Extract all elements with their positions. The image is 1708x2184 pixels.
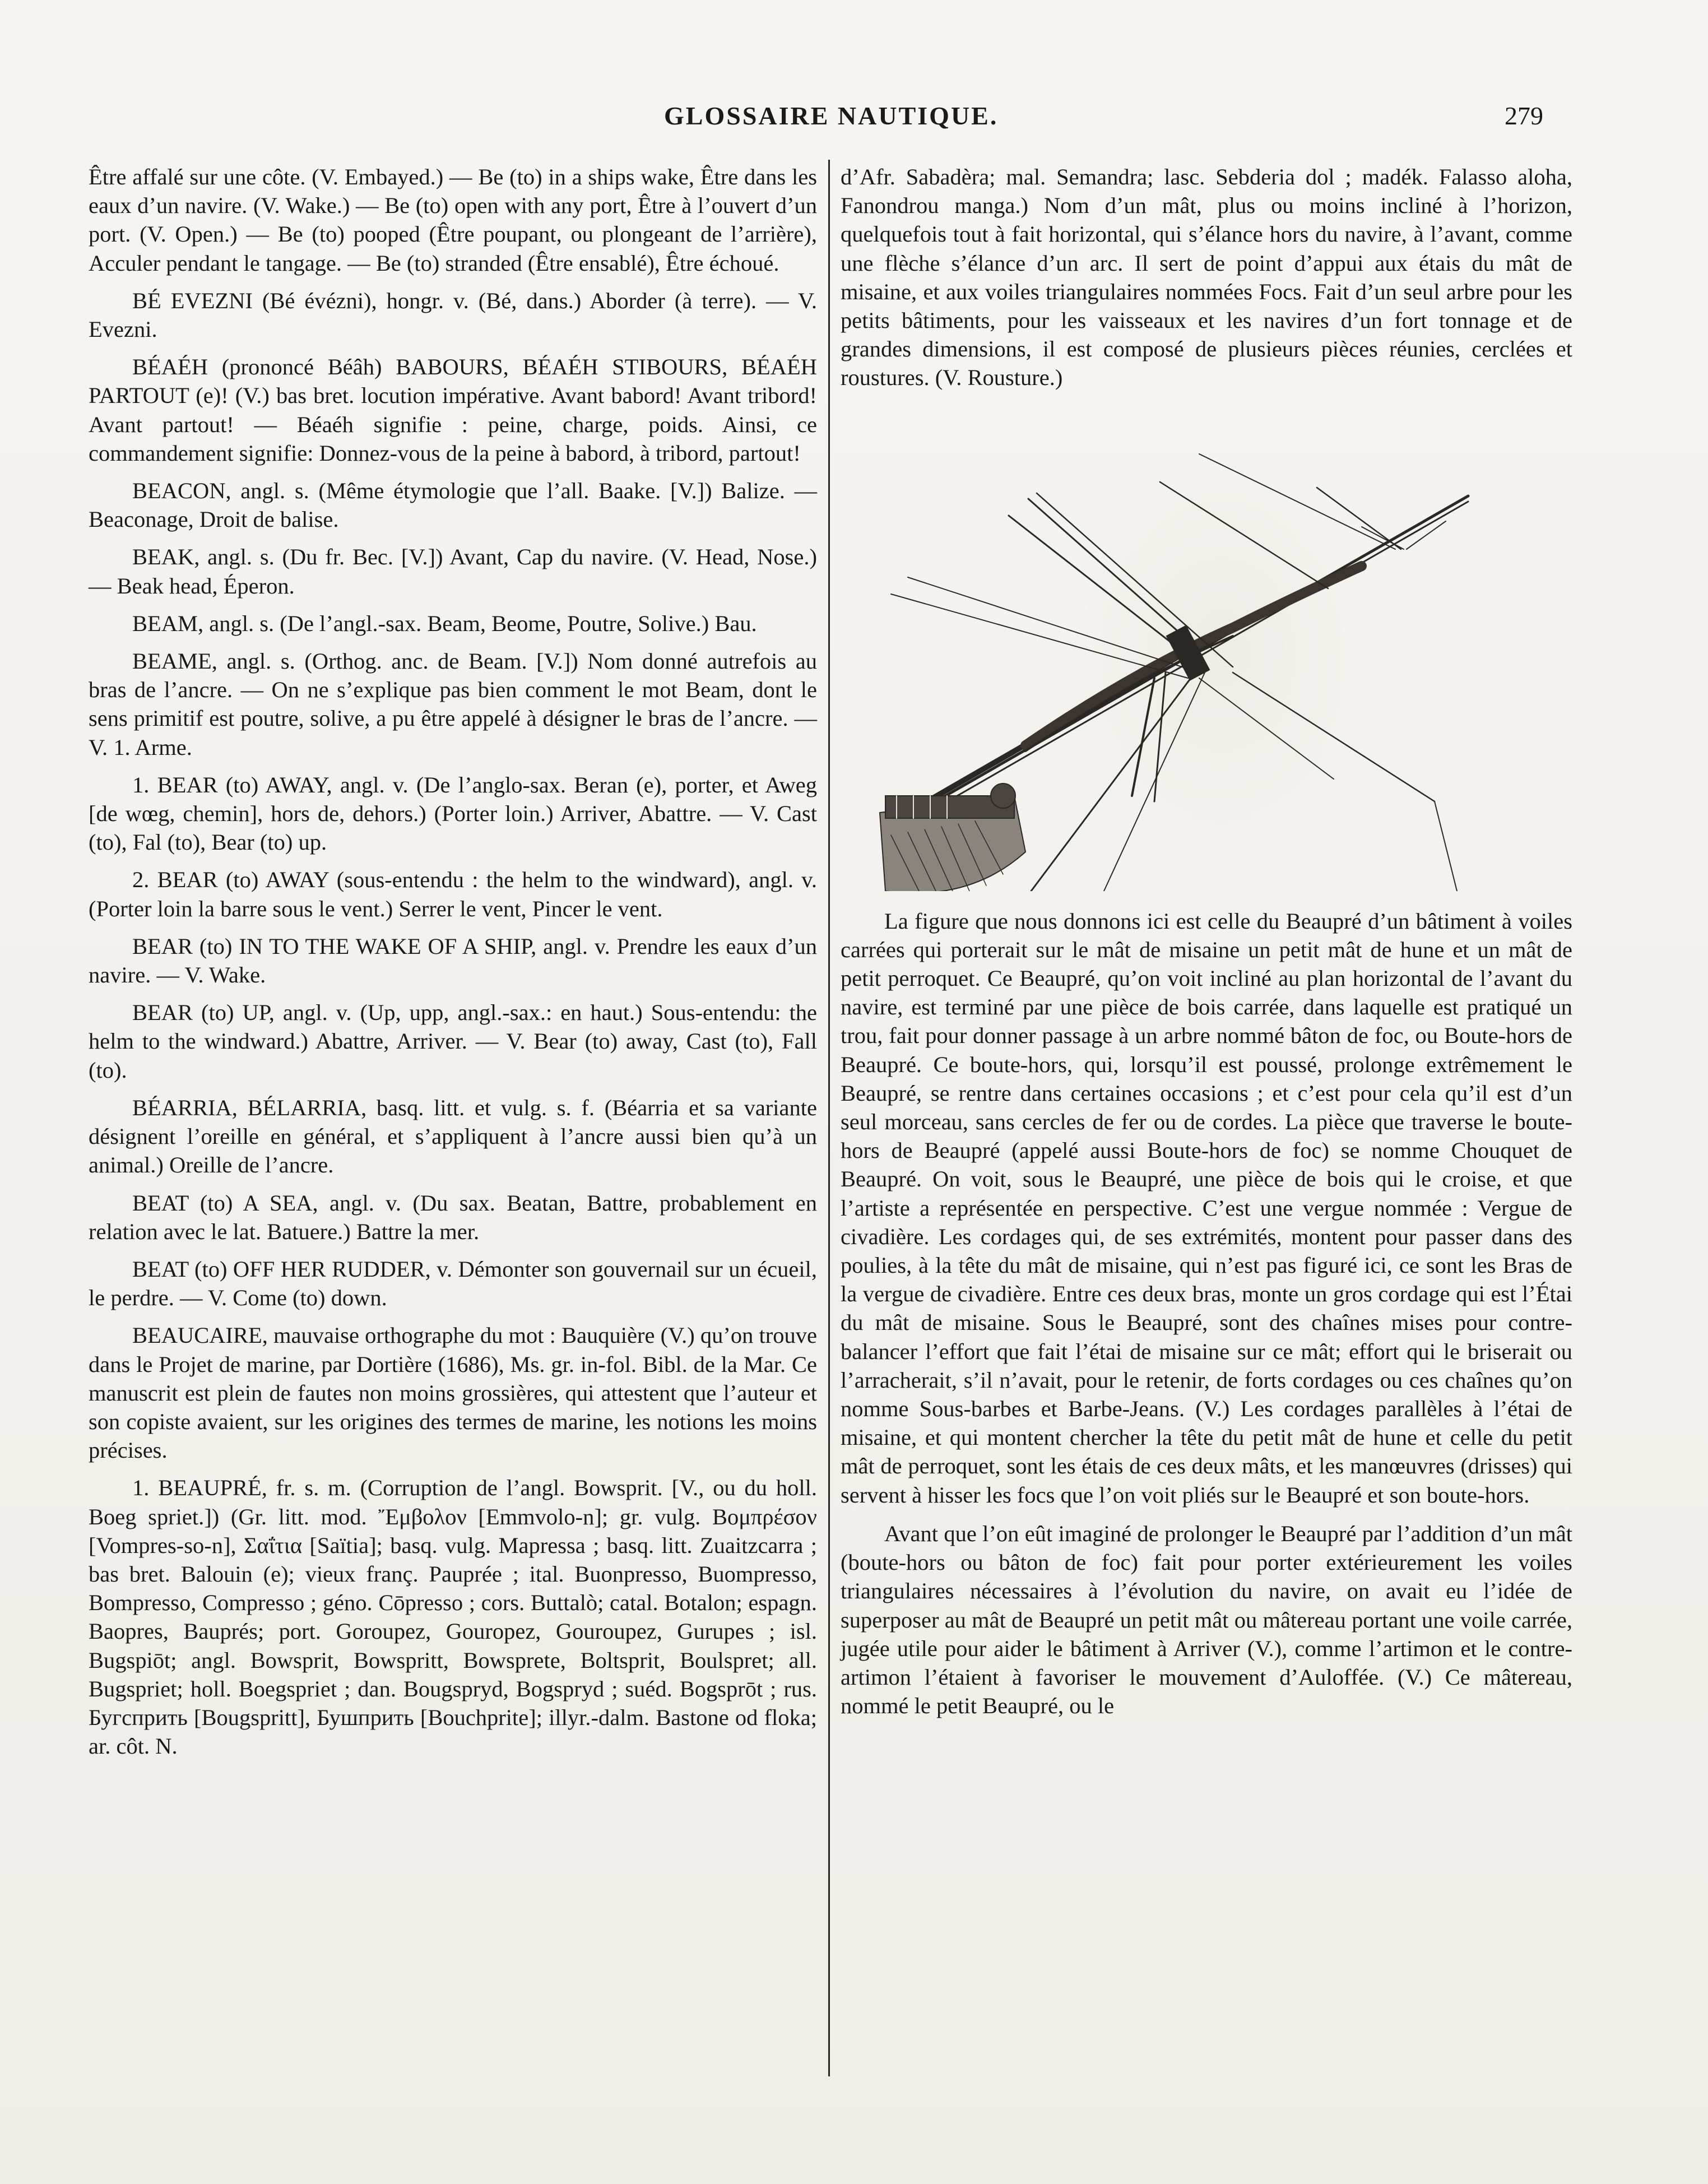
right-column <box>841 163 1572 1730</box>
petit-beaupre-paragraph: Avant que l’on eût imaginé de prolonger le Beaupré par l’addition d’un mât (boute-hors ou bâton de foc) fait pour porter extérieurement les voiles triangulaires nécessaires à l’évolution du navire, on avait eu l’idée de superposer au mât de Beaupré un petit mât ou mâtereau portant une voile carrée, jugée utile pour aider le bâtiment à Arriver (V.), comme l’artimon et le contre-artimon l’étaient à favoriser le mouvement d’Auloffée. (V.) Ce mâtereau, nommé le petit Beaupré, ou le <box>841 1520 1572 1719</box>
entry-continuation: Être affalé sur une côte. (V. Embayed.) — Be (to) in a ships wake, Être dans les eaux d’un navire. (V. Wake.) — Be (to) open with any port, Être à l’ouvert d’un port. (V. Open.) — Be (to) pooped (Être poupant, ou plongeant de l’arrière), Acculer pendant le tangage. — Be (to) stranded (Être ensablé), Être échoué. <box>89 164 817 276</box>
running-title: GLOSSAIRE NAUTIQUE. <box>664 101 999 130</box>
entry-beaeh: BÉAÉH (prononcé Béâh) BABOURS, BÉAÉH STIBOURS, BÉAÉH PARTOUT (e)! (V.) bas bret. locution impérative. Avant babord! Avant tribord! Avant partout! — Béaéh signifie : peine, charge, poids. Ainsi, ce commandement signifie: Donnez-vous de la peine à babord, à tribord, partout! <box>89 354 817 466</box>
entry-beacon: BEACON, angl. s. (Même étymologie que l’all. Baake. [V.]) Balize. — Beaconage, Droit de balise. <box>89 478 817 532</box>
left-column <box>89 163 817 1769</box>
entry-beame: BEAME, angl. s. (Orthog. anc. de Beam. [V.]) Nom donné autrefois au bras de l’ancre. — On ne s’explique pas bien comment le mot Beam, dont le sens primitif est poutre, solive, a pu être appelé à désigner le bras de l’ancre. — V. 1. Arme. <box>89 648 817 760</box>
entry-bear-in-wake: BEAR (to) IN TO THE WAKE OF A SHIP, angl. v. Prendre les eaux d’un navire. — V. Wake. <box>89 933 817 988</box>
entry-beaupre: 1. BEAUPRÉ, fr. s. m. (Corruption de l’angl. Bowsprit. [V., ou du holl. Boeg spriet.]) (Gr. litt. mod. Ἔμβολον [Emmvolo-n]; gr. vulg. Βομπρέσον [Vompres-so-n], Σαΐτια [Saïtia]; basq. vulg. Mapressa ; basq. litt. Zuaitzcarra ; bas bret. Balouin (e); vieux franç. Pauprée ; ital. Buonpresso, Buompresso, Bompresso, Compresso ; géno. Cōpresso ; cors. Buttalò; catal. Botalon; espagn. Baopres, Bauprés; port. Goroupez, Gouropez, Gouroupez, Gurupes ; isl. Bugspiōt; angl. Bowsprit, Bowspritt, Bowsprete, Boltsprit, Boulspret; all. Bugspriet; holl. Boegspriet ; dan. Bougspryd, Bogspryd ; suéd. Bogsprōt ; rus. Бугсприть [Bougspritt], Бушприть [Bouchprite]; illyr.-dalm. Bastone od floka; ar. côt. N. <box>89 1475 817 1759</box>
running-head <box>0 101 1708 140</box>
entry-bear-away-2: 2. BEAR (to) AWAY (sous-entendu : the helm to the windward), angl. v. (Porter loin la barre sous le vent.) Serrer le vent, Pincer le vent. <box>89 867 817 921</box>
entry-beat-a-sea: BEAT (to) A SEA, angl. v. (Du sax. Beatan, Battre, probablement en relation avec le lat. Batuere.) Battre la mer. <box>89 1190 817 1244</box>
entry-beak: BEAK, angl. s. (Du fr. Bec. [V.]) Avant, Cap du navire. (V. Head, Nose.) — Beak head, Éperon. <box>89 544 817 599</box>
figure-description-paragraph: La figure que nous donnons ici est celle du Beaupré d’un bâtiment à voiles carrées qui porterait sur le mât de misaine un petit mât de hune et un mât de petit perroquet. Ce Beaupré, qu’on voit incliné au plan horizontal de l’avant du navire, est terminé par une pièce de bois carrée, dans laquelle est pratiqué un trou, fait pour donner passage à un arbre nommé bâton de foc, ou Boute-hors de Beaupré. Ce boute-hors, qui, lorsqu’il est poussé, prolonge extrêmement le Beaupré, se rentre dans certaines occasions ; et c’est pour cela qu’il est d’un seul morceau, sans cercles de fer ou de cordes. La pièce que traverse le boute-hors de Beaupré (appelé aussi Boute-hors de foc) se nomme Chouquet de Beaupré. On voit, sous le Beaupré, une pièce de bois qui le croise, et que l’artiste a représentée en perspective. C’est une vergue nommée : Vergue de civadière. Les cordages qui, de ses extrémités, montent pour passer dans des poulies, à la tête du mât de misaine, qui n’est pas figuré ici, ce sont les Bras de la vergue de civadière. Entre ces deux bras, monte un gros cordage qui est l’Étai du mât de misaine. Sous le Beaupré, sont des chaînes mises pour contre-balancer l’effort que fait l’étai de misaine sur ce mât; effort qui le briserait ou l’arracherait, s’il n’avait, pour le retenir, de forts cordages ou ces chaînes qu’on nomme Sous-barbes et Barbe-Jeans. (V.) Les cordages parallèles à l’étai de misaine, et qui montent chercher la tête du petit mât de hune et celle du petit mât de perroquet, sont les étais de ces deux mâts, et les manœuvres (drisses) qui servent à hisser les focs que l’on voit pliés sur le Beaupré et son boute-hors. <box>841 908 1572 1508</box>
entry-beaucaire: BEAUCAIRE, mauvaise orthographe du mot : Bauquière (V.) qu’on trouve dans le Projet de marine, par Dortière (1686), Ms. gr. in-fol. Bibl. de la Mar. Ce manuscrit est plein de fautes non moins grossières, qui attestent que l’auteur et son copiste avaient, sur les origines des termes de marine, les notions les moins précises. <box>89 1323 817 1463</box>
entry-bear-away-1: 1. BEAR (to) AWAY, angl. v. (De l’anglo-sax. Beran (e), porter, et Aweg [de wœg, chemin], hors de, dehors.) (Porter loin.) Arriver, Abattre. — V. Cast (to), Fal (to), Bear (to) up. <box>89 772 817 855</box>
entry-beam: BEAM, angl. s. (De l’angl.-sax. Beam, Beome, Poutre, Solive.) Bau. <box>132 610 757 636</box>
entry-beat-off-rudder: BEAT (to) OFF HER RUDDER, v. Démonter son gouvernail sur un écueil, le perdre. — V. Come (to) down. <box>89 1256 817 1311</box>
entry-bear-up: BEAR (to) UP, angl. v. (Up, upp, angl.-sax.: en haut.) Sous-entendu: the helm to the windward.) Abattre, Arriver. — V. Bear (to) away, Cast (to), Fall (to). <box>89 1000 817 1083</box>
column-rule <box>828 160 830 2076</box>
bowsprit-engraving-icon <box>841 409 1572 891</box>
entry-be-evezni: BÉ EVEZNI (Bé évézni), hongr. v. (Bé, dans.) Aborder (à terre). — V. Evezni. <box>89 288 817 342</box>
entry-bearria: BÉARRIA, BÉLARRIA, basq. litt. et vulg. s. f. (Béarria et sa variante désignent l’oreille en général, et s’appliquent à l’ancre aussi bien qu’à un animal.) Oreille de l’ancre. <box>89 1095 817 1178</box>
entry-beaupre-continuation: d’Afr. Sabadèra; mal. Semandra; lasc. Sebderia dol ; madék. Falasso aloha, Fanondrou manga.) Nom d’un mât, plus ou moins incliné à l’horizon, quelquefois tout à fait horizontal, qui s’élance hors du navire, à l’avant, comme une flèche s’élance d’un arc. Il sert de point d’appui aux étais du mât de misaine, et aux voiles triangulaires nommées Focs. Fait d’un seul arbre pour les petits bâtiments, pour les vaisseaux et les navires d’un fort tonnage et de grandes dimensions, il est composé de plusieurs pièces réunies, cerclées et roustures. (V. Rousture.) <box>841 164 1572 391</box>
page-number: 279 <box>1505 101 1543 130</box>
